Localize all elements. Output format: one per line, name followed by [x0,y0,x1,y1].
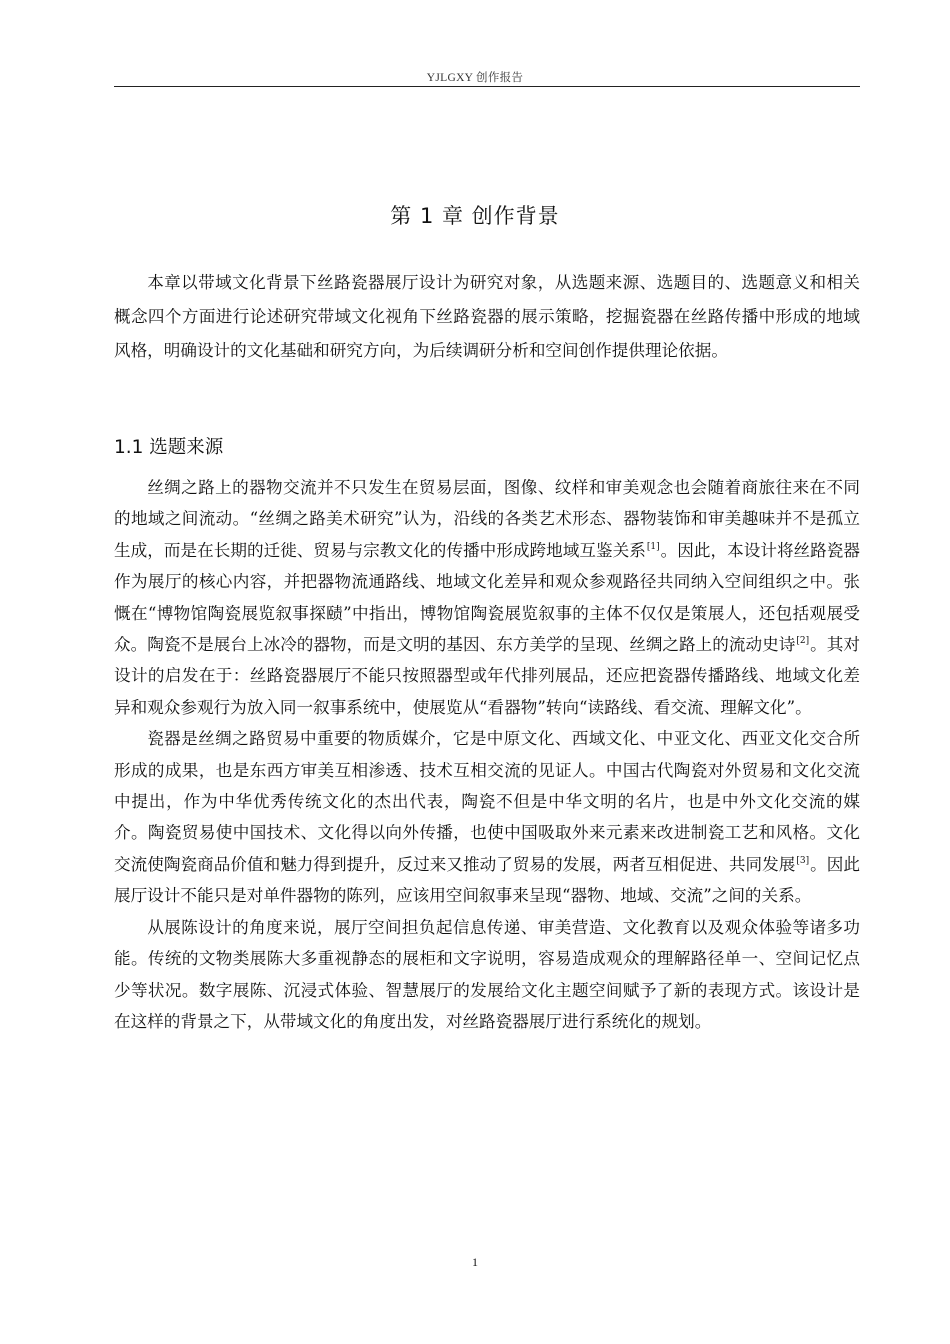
body-paragraph-2 [114,723,860,911]
text-run: 。其对设计的启发在于：丝路瓷器展厅不能只按照器型或年代排列展品，还应把瓷器传播路线、地域文化差异和观众参观行为放入同一叙事系统中，使展览从“看器物”转向“读路线、看交流、理解文化”。 [114,635,860,717]
body-paragraph-3: 从展陈设计的角度来说，展厅空间担负起信息传递、审美营造、文化教育以及观众体验等诸多功能。传统的文物类展陈大多重视静态的展柜和文字说明，容易造成观众的理解路径单一、空间记忆点少等状况。数字展陈、沉浸式体验、智慧展厅的发展给文化主题空间赋予了新的表现方式。该设计是在这样的背景之下，从带域文化的角度出发，对丝路瓷器展厅进行系统化的规划。 [114,917,860,1031]
citation-ref[interactable]: [3] [796,855,810,866]
citation-ref[interactable]: [1] [646,541,660,552]
page-number: 1 [472,1255,478,1269]
section-heading: 1.1 选题来源 [114,437,224,458]
text-run: 。因此，本设计将丝路瓷器作为展厅的核心内容，并把器物流通路线、地域文化差异和观众参观路径共同纳入空间组织之中。张慨在“博物馆陶瓷展览叙事探赜”中指出，博物馆陶瓷展览叙事的主体不仅仅是策展人，还包括观展受众。陶瓷不是展台上冰冷的器物，而是文明的基因、东方美学的呈现、丝绸之路上的流动史诗 [114,540,861,655]
header-rule [114,86,860,87]
intro-paragraph: 本章以带域文化背景下丝路瓷器展厅设计为研究对象，从选题来源、选题目的、选题意义和相关概念四个方面进行论述研究带域文化视角下丝路瓷器的展示策略，挖掘瓷器在丝路传播中形成的地域风格，明确设计的文化基础和研究方向，为后续调研分析和空间创作提供理论依据。 [114,273,860,360]
text-run: 丝绸之路上的器物交流并不只发生在贸易层面，图像、纹样和审美观念也会随着商旅往来在不同的地域之间流动。“丝绸之路美术研究”认为，沿线的各类艺术形态、器物装饰和审美趣味并不是孤立生成，而是在长期的迁徙、贸易与宗教文化的传播中形成跨地域互鉴关系 [114,478,860,560]
chapter-title: 第 1 章 创作背景 [390,204,560,228]
page-header: YJLGXY 创作报告 [426,72,524,84]
section-body [114,472,860,1037]
body-paragraph-1 [114,472,860,723]
text-run: 瓷器是丝绸之路贸易中重要的物质媒介，它是中原文化、西域文化、中亚文化、西亚文化交合所形成的成果，也是东西方审美互相渗透、技术互相交流的见证人。中国古代陶瓷对外贸易和文化交流中提出，作为中华优秀传统文化的杰出代表，陶瓷不但是中华文明的名片，也是中外文化交流的媒介。陶瓷贸易使中国技术、文化得以向外传播，也使中国吸取外来元素来改进制瓷工艺和风格。文化交流使陶瓷商品价值和魅力得到提升，反过来又推动了贸易的发展，两者互相促进、共同发展 [114,729,860,874]
text-run: 。因此展厅设计不能只是对单件器物的陈列，应该用空间叙事来呈现“器物、地域、交流”之间的关系。 [114,854,860,906]
citation-ref[interactable]: [2] [796,636,810,647]
